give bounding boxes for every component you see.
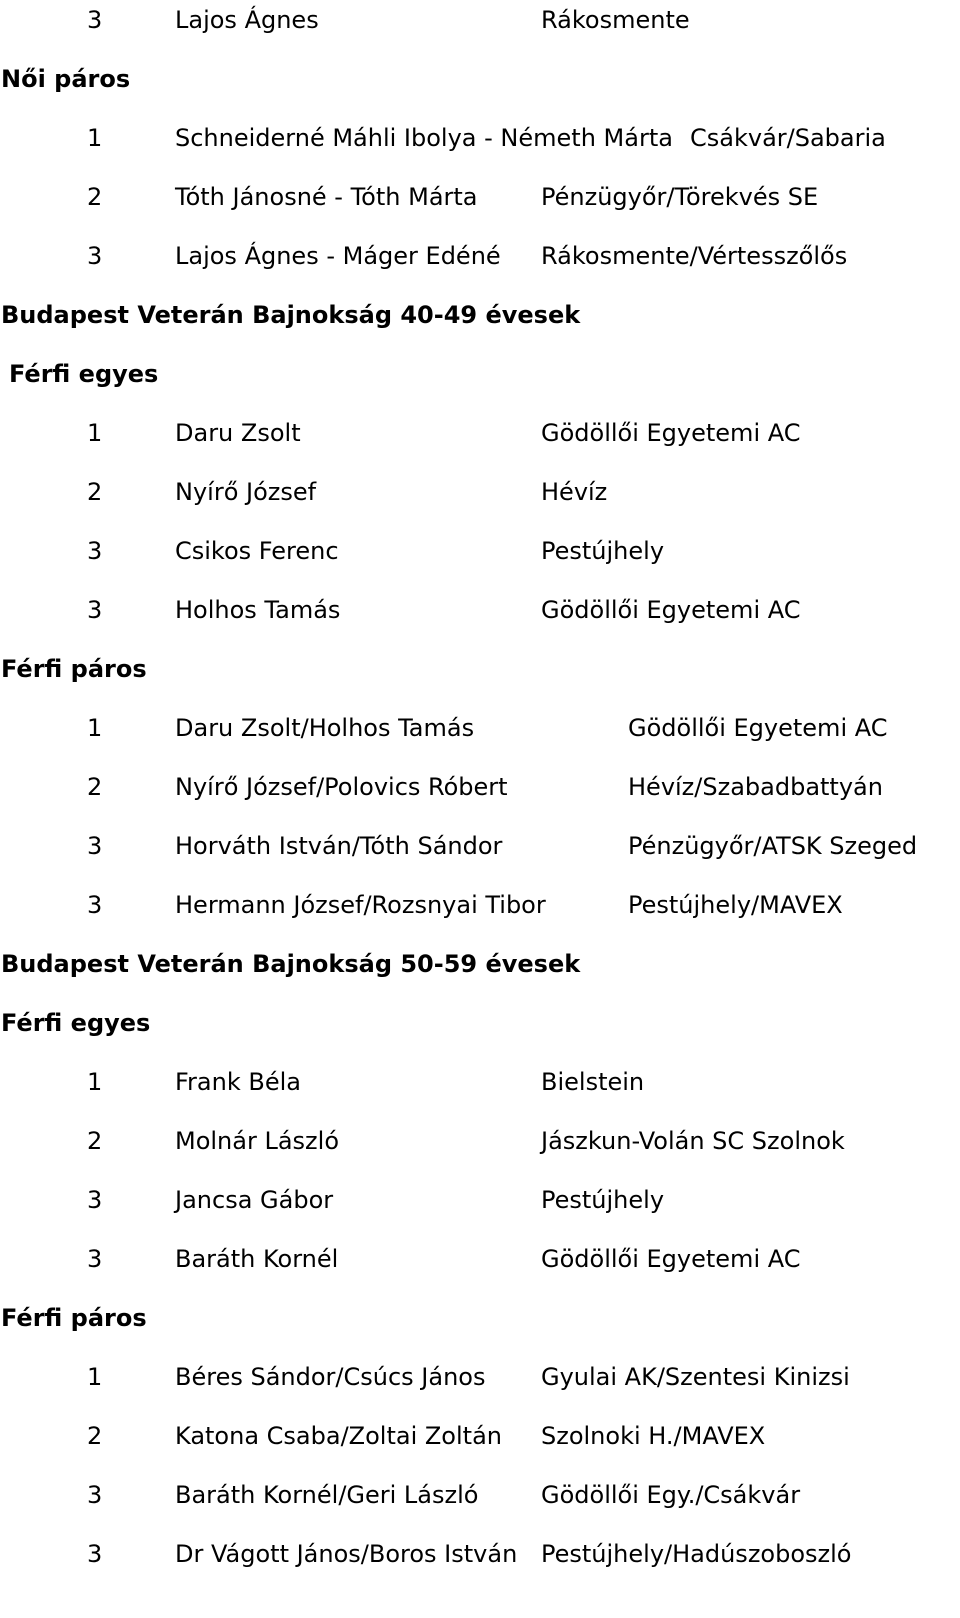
player-name: Hermann József/Rozsnyai Tibor bbox=[175, 891, 546, 919]
player-name: Baráth Kornél/Geri László bbox=[175, 1481, 479, 1509]
placement-number: 1 bbox=[87, 419, 103, 447]
result-row bbox=[0, 0, 960, 59]
result-row bbox=[0, 1475, 960, 1534]
result-row bbox=[0, 1180, 960, 1239]
club-name: Pestújhely bbox=[541, 537, 665, 565]
placement-number: 3 bbox=[87, 1245, 103, 1273]
placement-number: 3 bbox=[87, 242, 103, 270]
result-row bbox=[0, 1534, 960, 1593]
player-name: Molnár László bbox=[175, 1127, 340, 1155]
club-name: Pestújhely bbox=[541, 1186, 665, 1214]
club-name: Gödöllői Egyetemi AC bbox=[628, 714, 888, 742]
result-row bbox=[0, 826, 960, 885]
placement-number: 2 bbox=[87, 1127, 103, 1155]
placement-number: 3 bbox=[87, 1540, 103, 1568]
player-name: Daru Zsolt/Holhos Tamás bbox=[175, 714, 475, 742]
result-row bbox=[0, 1416, 960, 1475]
placement-number: 2 bbox=[87, 773, 103, 801]
placement-number: 3 bbox=[87, 596, 103, 624]
section-heading: Budapest Veterán Bajnokság 40-49 évesek bbox=[1, 301, 581, 329]
section-heading: Budapest Veterán Bajnokság 50-59 évesek bbox=[1, 950, 581, 978]
placement-number: 1 bbox=[87, 714, 103, 742]
club-name: Rákosmente/Vértesszőlős bbox=[541, 242, 848, 270]
player-name: Lajos Ágnes - Máger Edéné bbox=[175, 242, 501, 270]
player-name: Schneiderné Máhli Ibolya - Németh Márta bbox=[175, 124, 673, 152]
section-heading: Férfi páros bbox=[1, 1304, 147, 1332]
result-row bbox=[0, 118, 960, 177]
club-name: Gödöllői Egyetemi AC bbox=[541, 1245, 801, 1273]
placement-number: 3 bbox=[87, 1186, 103, 1214]
club-name: Gödöllői Egyetemi AC bbox=[541, 419, 801, 447]
section-heading: Női páros bbox=[1, 65, 131, 93]
placement-number: 3 bbox=[87, 1481, 103, 1509]
player-name: Nyírő József/Polovics Róbert bbox=[175, 773, 508, 801]
club-name: Gyulai AK/Szentesi Kinizsi bbox=[541, 1363, 850, 1391]
placement-number: 3 bbox=[87, 537, 103, 565]
result-row bbox=[0, 767, 960, 826]
club-name: Pénzügyőr/Törekvés SE bbox=[541, 183, 819, 211]
result-row bbox=[0, 1239, 960, 1298]
placement-number: 3 bbox=[87, 891, 103, 919]
placement-number: 1 bbox=[87, 1068, 103, 1096]
club-name: Pestújhely/Hadúszoboszló bbox=[541, 1540, 852, 1568]
club-name: Pestújhely/MAVEX bbox=[628, 891, 843, 919]
player-name: Katona Csaba/Zoltai Zoltán bbox=[175, 1422, 502, 1450]
club-name: Hévíz bbox=[541, 478, 608, 506]
player-name: Csikos Ferenc bbox=[175, 537, 339, 565]
club-name: Rákosmente bbox=[541, 6, 690, 34]
club-name: Csákvár/Sabaria bbox=[690, 124, 886, 152]
player-name: Holhos Tamás bbox=[175, 596, 341, 624]
club-name: Gödöllői Egyetemi AC bbox=[541, 596, 801, 624]
player-name: Nyírő József bbox=[175, 478, 317, 506]
player-name: Baráth Kornél bbox=[175, 1245, 339, 1273]
placement-number: 3 bbox=[87, 6, 103, 34]
placement-number: 3 bbox=[87, 832, 103, 860]
placement-number: 2 bbox=[87, 183, 103, 211]
player-name: Frank Béla bbox=[175, 1068, 301, 1096]
result-row bbox=[0, 177, 960, 236]
club-name: Pénzügyőr/ATSK Szeged bbox=[628, 832, 918, 860]
result-row bbox=[0, 708, 960, 767]
club-name: Bielstein bbox=[541, 1068, 645, 1096]
player-name: Béres Sándor/Csúcs János bbox=[175, 1363, 486, 1391]
player-name: Jancsa Gábor bbox=[175, 1186, 334, 1214]
result-row bbox=[0, 531, 960, 590]
result-row bbox=[0, 1121, 960, 1180]
section-heading: Férfi egyes bbox=[1, 1009, 151, 1037]
player-name: Lajos Ágnes bbox=[175, 6, 319, 34]
club-name: Szolnoki H./MAVEX bbox=[541, 1422, 766, 1450]
placement-number: 2 bbox=[87, 478, 103, 506]
placement-number: 1 bbox=[87, 1363, 103, 1391]
player-name: Daru Zsolt bbox=[175, 419, 301, 447]
club-name: Jászkun-Volán SC Szolnok bbox=[541, 1127, 845, 1155]
result-row bbox=[0, 1062, 960, 1121]
player-name: Dr Vágott János/Boros István bbox=[175, 1540, 518, 1568]
club-name: Gödöllői Egy./Csákvár bbox=[541, 1481, 801, 1509]
result-row bbox=[0, 590, 960, 649]
section-heading: Férfi egyes bbox=[9, 360, 159, 388]
player-name: Horváth István/Tóth Sándor bbox=[175, 832, 503, 860]
section-heading: Férfi páros bbox=[1, 655, 147, 683]
result-row bbox=[0, 885, 960, 944]
placement-number: 2 bbox=[87, 1422, 103, 1450]
result-row bbox=[0, 236, 960, 295]
club-name: Hévíz/Szabadbattyán bbox=[628, 773, 883, 801]
player-name: Tóth Jánosné - Tóth Márta bbox=[175, 183, 478, 211]
placement-number: 1 bbox=[87, 124, 103, 152]
result-row bbox=[0, 1357, 960, 1416]
result-row bbox=[0, 413, 960, 472]
result-row bbox=[0, 472, 960, 531]
